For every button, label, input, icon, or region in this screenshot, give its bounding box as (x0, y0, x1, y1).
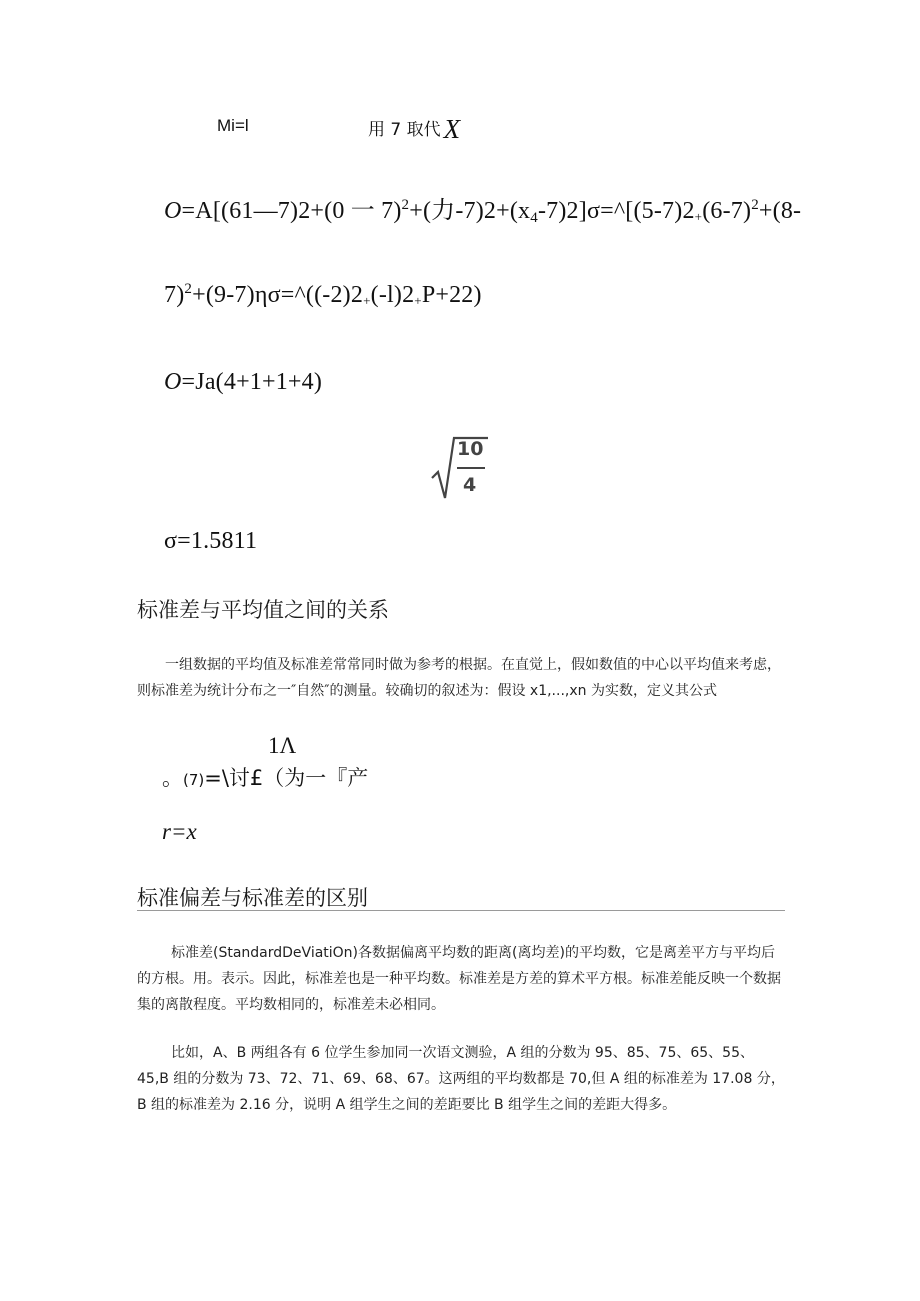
eq1-part-i: +(8- (758, 198, 802, 224)
equation-line-1 (164, 190, 801, 227)
eq3-rest: =Ja(4+1+1+4) (181, 369, 323, 395)
eq1-sub-1: 4 (530, 210, 538, 226)
formula-dot: 。 (162, 766, 183, 790)
eq1-part-g: (6-7) (702, 198, 752, 224)
sigma-result: σ=1.5811 (164, 528, 258, 554)
eq2-plus-1: + (363, 293, 371, 308)
formula-paren: (7) (183, 771, 205, 789)
eq1-sup-2: 2 (751, 197, 759, 213)
replace-variable: X (443, 114, 461, 144)
eq1-part-e: -7)2]σ=^[(5-7)2 (537, 198, 695, 224)
formula-middle (162, 762, 368, 792)
difference-paragraph-2: 比如，A、B 两组各有 6 位学生参加同一次语文测验，A 组的分数为 95、85、75、65、55、45,B 组的分数为 73、72、71、69、68、67。这两组的平均数都是 70,但 A 组的标准差为 17.08 分，B 组的标准差为 2.16 分，说明 A 组学生之间的差距要比 B 组学生之间的差距大得多。 (137, 1045, 785, 1113)
equation-line-2 (164, 281, 482, 309)
difference-paragraph-1: 标准差(StandardDeViatiOn)各数据偏离平均数的距离(离均差)的平均数，它是离差平方与平均后的方根。用。表示。因此，标准差也是一种平均数。标准差是方差的算术平方根。标准差能反映一个数据集的离散程度。平均数相同的，标准差未必相同。 (137, 945, 781, 1013)
eq1-sup-1: 2 (401, 197, 410, 213)
eq2-part-a: 7) (164, 282, 185, 308)
eq3-lead: O (164, 369, 182, 395)
replace-note (368, 114, 460, 145)
eq2-part-g: P+22) (421, 282, 482, 308)
equation-line-3 (164, 369, 322, 396)
eq1-plus-1: + (694, 209, 703, 224)
eq2-part-c: +(9-7)ησ=^((-2)2 (192, 282, 364, 308)
eq1-lead: O (164, 198, 182, 224)
sqrt-numerator: 10 (457, 438, 484, 460)
section-heading-difference: 标准偏差与标准差的区别 (137, 886, 368, 910)
formula-bottom: r=x (162, 819, 197, 844)
eq2-part-e: (-l)2 (370, 282, 415, 308)
eq1-part-c: +(力-7)2+(x (409, 198, 531, 224)
section-heading-relation: 标准差与平均值之间的关系 (137, 598, 389, 622)
eq2-sup-1: 2 (184, 281, 193, 297)
relation-paragraph: 一组数据的平均值及标准差常常同时做为参考的根据。在直觉上，假如数值的中心以平均值来考虑，则标准差为统计分布之一″自然″的测量。较确切的叙述为：假设 x1,...,xn 为实数，定义其公式 (137, 657, 781, 699)
substitution-label: Mi=l (217, 116, 249, 135)
formula-main: =\讨£（为一『产 (204, 766, 369, 790)
replace-text: 用 7 取代 (368, 120, 441, 140)
heading-divider (137, 910, 785, 911)
fraction-bar (457, 467, 485, 469)
eq1-part-a: =A[(61—7)2+(0 一 7) (181, 198, 402, 224)
sqrt-denominator: 4 (463, 474, 477, 496)
eq2-plus-2: + (414, 293, 422, 308)
sqrt-fraction (430, 436, 490, 502)
formula-top: 1Λ (268, 733, 297, 758)
